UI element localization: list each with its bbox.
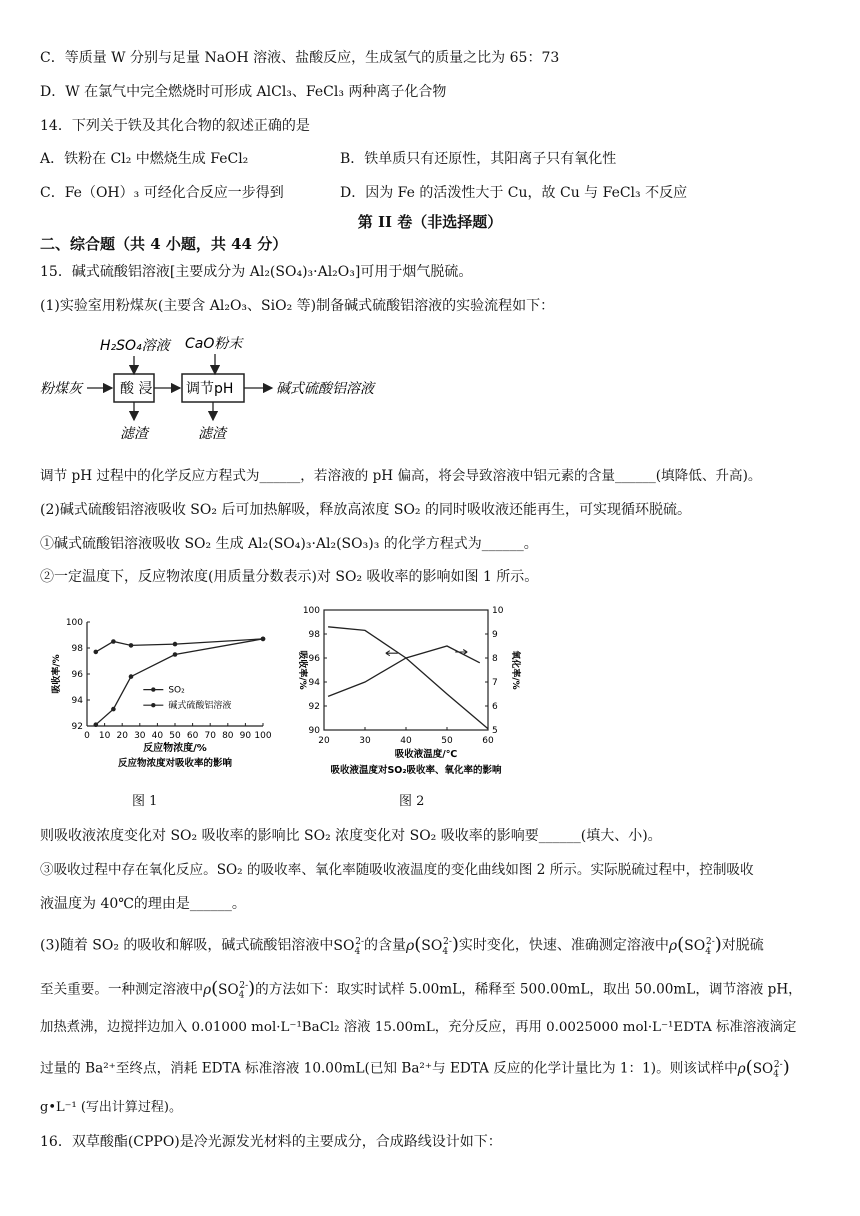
q15-part1: (1)实验室用粉煤灰(主要含 Al₂O₃、SiO₂ 等)制备碱式硫酸铝溶液的实验流程如下： — [40, 298, 555, 314]
x-tick-label: 10 — [98, 731, 111, 741]
data-point — [111, 639, 116, 644]
flow-diagram — [40, 330, 440, 445]
flow-output-solution: 碱式硫酸铝溶液 — [276, 381, 374, 397]
y-tick-label: 100 — [65, 618, 83, 628]
flow-reagent-cao: CaO粉末 — [185, 336, 243, 352]
figure-1-chart — [45, 608, 275, 778]
q15-part3-text-d: 对脱硫 — [721, 937, 764, 954]
y-tick-label: 96 — [71, 670, 83, 680]
q15-part2-c-line2: 液温度为 40℃的理由是______。 — [40, 896, 246, 912]
q15-part2-b-question: 则吸收液浓度变化对 SO₂ 吸收率的影响比 SO₂ 浓度变化对 SO₂ 吸收率的影响要______(填大、小)。 — [40, 828, 662, 844]
y2-tick-label: 9 — [492, 630, 498, 640]
y-tick-label: 90 — [308, 726, 320, 736]
q15-stem: 15．碱式硫酸铝溶液[主要成分为 Al₂(SO₄)₃·Al₂O₃]可用于烟气脱硫。 — [40, 264, 473, 280]
flow-step-adjust-ph: 调节pH — [186, 381, 234, 397]
y-tick-label: 98 — [71, 644, 83, 654]
legend-marker — [151, 703, 155, 707]
y-tick-label: 96 — [308, 654, 320, 664]
q14-stem: 14．下列关于铁及其化合物的叙述正确的是 — [40, 118, 310, 134]
y2-tick-label: 5 — [492, 726, 498, 736]
series-line-1 — [328, 646, 480, 696]
y-axis-label: 吸收率/% — [297, 650, 307, 690]
q15-part3-line2 — [40, 976, 802, 1005]
q15-part2-b: ②一定温度下，反应物浓度(用质量分数表示)对 SO₂ 吸收率的影响如图 1 所示。 — [40, 569, 539, 585]
data-point — [129, 674, 134, 679]
x-tick-label: 80 — [222, 731, 234, 741]
y2-tick-label: 7 — [492, 678, 498, 688]
q14-option-d: D．因为 Fe 的活泼性大于 Cu，故 Cu 与 FeCl₃ 不反应 — [340, 185, 688, 201]
q15-part2: (2)碱式硫酸铝溶液吸收 SO₂ 后可加热解吸，释放高浓度 SO₂ 的同时吸收液还能再生，可实现循环脱硫。 — [40, 502, 691, 518]
flow-residue-1: 滤渣 — [120, 426, 148, 442]
legend-label: SO₂ — [168, 685, 185, 696]
data-point — [94, 722, 99, 727]
q15-part3-text-a: (3)随着 SO₂ 的吸收和解吸，碱式硫酸铝溶液中 — [40, 937, 334, 954]
flow-input-flyash: 粉煤灰 — [40, 381, 82, 397]
x-tick-label: 20 — [318, 736, 330, 746]
q13-option-d: D．W 在氯气中完全燃烧时可形成 AlCl₃、FeCl₃ 两种离子化合物 — [40, 84, 447, 100]
x-tick-label: 60 — [482, 736, 494, 746]
series-line-0 — [328, 627, 488, 729]
flow-residue-2: 滤渣 — [198, 426, 226, 442]
y2-tick-label: 6 — [492, 702, 498, 712]
q15-part3-line5: g•L⁻¹ (写出计算过程)。 — [40, 1100, 182, 1115]
x-tick-label: 90 — [239, 731, 252, 741]
y-tick-label: 92 — [71, 722, 83, 732]
flow-reagent-h2so4: H₂SO₄溶液 — [100, 338, 170, 354]
y-tick-label: 92 — [308, 702, 320, 712]
series-line-0 — [96, 639, 263, 725]
rho-sulfate-formula-3: $\rho(SO_4^{2-})$ — [203, 977, 256, 1001]
rho-sulfate-formula-4: $\rho(SO_4^{2-})$ — [737, 1056, 790, 1080]
chart-title: 反应物浓度对吸收率的影响 — [117, 758, 233, 769]
q15-part3-line4 — [40, 1055, 790, 1084]
sulfate-ion-formula: $SO_4^{2-}$ — [333, 937, 365, 957]
q15-part3-text-f: 的方法如下：取实时试样 5.00mL，稀释至 500.00mL，取出 50.00mL，调节溶液 pH， — [255, 981, 802, 998]
q14-row-cd — [40, 183, 688, 203]
part2-title: 第 II 卷（非选择题） — [357, 213, 503, 231]
series-line-1 — [96, 639, 263, 652]
x-tick-label: 0 — [84, 731, 90, 741]
q15-part3-text-g: 过量的 Ba²⁺至终点，消耗 EDTA 标准溶液 10.00mL(已知 Ba²⁺与 EDTA 反应的化学计量比为 1：1)。则该试样中 — [40, 1060, 738, 1077]
figure-2-caption: 图 2 — [399, 794, 425, 809]
x-tick-label: 20 — [116, 731, 128, 741]
y-tick-label: 100 — [302, 606, 320, 616]
figure-2-chart — [288, 598, 538, 782]
x-tick-label: 30 — [134, 731, 146, 741]
data-point — [261, 637, 266, 642]
rho-sulfate-formula-2: $\rho(SO_4^{2-})$ — [668, 933, 722, 957]
figure-1-caption: 图 1 — [132, 794, 158, 809]
data-point — [111, 707, 116, 712]
x-tick-label: 70 — [204, 731, 216, 741]
q13-option-c: C．等质量 W 分别与足量 NaOH 溶液、盐酸反应，生成氢气的质量之比为 65：73 — [40, 50, 560, 66]
x-tick-label: 30 — [359, 736, 371, 746]
x-tick-label: 50 — [441, 736, 453, 746]
x-axis-label: 吸收液温度/℃ — [394, 749, 458, 760]
x-axis-label: 反应物浓度/% — [143, 743, 207, 754]
q15-part2-a: ①碱式硫酸铝溶液吸收 SO₂ 生成 Al₂(SO₄)₃·Al₂(SO₃)₃ 的化学方程式为______。 — [40, 536, 538, 552]
x-tick-label: 50 — [169, 731, 181, 741]
q14-option-c: C．Fe（OH）₃ 可经化合反应一步得到 — [40, 185, 284, 201]
y-tick-label: 94 — [71, 696, 83, 706]
data-point — [94, 650, 99, 655]
x-tick-label: 40 — [400, 736, 412, 746]
y-tick-label: 98 — [308, 630, 320, 640]
x-tick-label: 100 — [254, 731, 272, 741]
legend-marker — [151, 687, 155, 691]
y2-tick-label: 10 — [492, 606, 504, 616]
q14-option-a: A．铁粉在 Cl₂ 中燃烧生成 FeCl₂ — [40, 151, 249, 167]
q15-part2-c-line1: ③吸收过程中存在氧化反应。SO₂ 的吸收率、氧化率随吸收液温度的变化曲线如图 2 所示。实际脱硫过程中，控制吸收 — [40, 862, 754, 878]
plot-frame — [324, 610, 488, 730]
q15-part1-question: 调节 pH 过程中的化学反应方程式为______，若溶液的 pH 偏高，将会导致溶液中铝元素的含量______(填降低、升高)。 — [40, 468, 762, 484]
y2-tick-label: 8 — [492, 654, 498, 664]
y2-axis-label: 氧化率/% — [510, 650, 520, 690]
part2-section-heading: 二、综合题（共 4 小题，共 44 分） — [40, 235, 288, 253]
q15-part3-text-e: 至关重要。一种测定溶液中 — [40, 981, 204, 998]
q15-part3-line1 — [40, 932, 764, 961]
q16-stem: 16．双草酸酯(CPPO)是冷光源发光材料的主要成分，合成路线设计如下： — [40, 1134, 502, 1150]
data-point — [173, 652, 178, 657]
q14-row-ab — [40, 149, 617, 169]
flow-step-acid-leach: 酸 浸 — [120, 381, 153, 397]
x-tick-label: 60 — [186, 731, 199, 741]
q15-part3-line3: 加热煮沸，边搅拌边加入 0.01000 mol·L⁻¹BaCl₂ 溶液 15.00mL，充分反应，再用 0.0025000 mol·L⁻¹EDTA 标准溶液滴定 — [40, 1020, 797, 1035]
q15-part3-text-b: 的含量 — [364, 937, 407, 954]
legend-label: 碱式硫酸铝溶液 — [168, 701, 232, 712]
data-point — [129, 643, 134, 648]
q15-part3-text-c: 实时变化，快速、准确测定溶液中 — [458, 937, 669, 954]
x-tick-label: 40 — [151, 731, 164, 741]
y-axis-label: 吸收率/% — [52, 654, 62, 694]
y-tick-label: 94 — [308, 678, 320, 688]
q14-option-b: B．铁单质只有还原性，其阳离子只有氧化性 — [340, 151, 617, 167]
chart-title: 吸收液温度对SO₂吸收率、氧化率的影响 — [330, 765, 502, 776]
data-point — [173, 642, 178, 647]
rho-sulfate-formula: $\rho(SO_4^{2-})$ — [406, 933, 459, 957]
